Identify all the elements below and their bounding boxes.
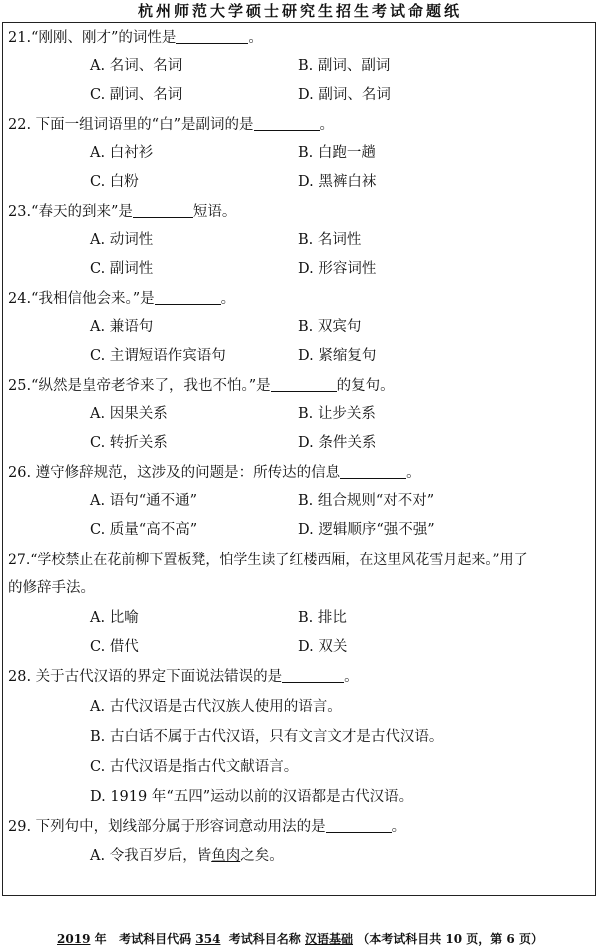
question-28-option-d[interactable]: D. 1919 年“五四”运动以前的汉语都是古代汉语。	[90, 789, 414, 805]
question-27-option-b[interactable]: B. 排比	[298, 610, 347, 626]
question-21-stem: 21.“刚刚、刚才”的词性是 。	[8, 30, 263, 46]
question-28-option-b[interactable]: B. 古白话不属于古代汉语，只有文言文才是古代汉语。	[90, 729, 444, 745]
question-29-stem: 29. 下列句中，划线部分属于形容词意动用法的是 。	[8, 819, 407, 835]
question-24-stem: 24.“我相信他会来。”是 。	[8, 291, 236, 307]
question-23-option-a[interactable]: A. 动词性	[90, 232, 154, 248]
question-27-option-d[interactable]: D. 双关	[298, 639, 348, 655]
question-21-option-d[interactable]: D. 副词、名词	[298, 87, 391, 103]
question-24-option-d[interactable]: D. 紧缩复句	[298, 348, 377, 364]
question-26-option-a[interactable]: A. 语句“通不通”	[90, 493, 198, 509]
question-25-option-c[interactable]: C. 转折关系	[90, 435, 168, 451]
answer-blank	[133, 203, 193, 218]
question-26-option-d[interactable]: D. 逻辑顺序“强不强”	[298, 522, 435, 538]
question-25-stem: 25.“纵然是皇帝老爷来了，我也不怕。”是 的复句。	[8, 378, 395, 394]
footer-page-info: （本考试科目共 10 页，第 6 页）	[357, 932, 543, 946]
footer-subject-code: 354	[195, 932, 221, 946]
question-27-stem-line-1: 27.“学校禁止在花前柳下置板凳，怕学生读了红楼西厢，在这里风花雪月起来。”用了	[8, 552, 528, 568]
answer-blank	[254, 116, 320, 131]
question-25-option-a[interactable]: A. 因果关系	[90, 406, 168, 422]
question-29-option-a[interactable]: A. 令我百岁后，皆鱼肉之矣。	[90, 848, 284, 864]
question-28-stem: 28. 关于古代汉语的界定下面说法错误的是 。	[8, 669, 359, 685]
answer-blank	[155, 290, 221, 305]
question-27-option-c[interactable]: C. 借代	[90, 639, 139, 655]
answer-blank	[340, 464, 406, 479]
page-footer: 2019 年 考试科目代码 354 考试科目名称 汉语基础 （本考试科目共 10 页，第 6 页）	[57, 932, 543, 946]
footer-subject-name: 汉语基础	[305, 932, 354, 946]
question-21-option-a[interactable]: A. 名词、名词	[90, 58, 183, 74]
question-26-option-c[interactable]: C. 质量“高不高”	[90, 522, 198, 538]
question-27-stem-line-2: 的修辞手法。	[8, 580, 95, 596]
question-22-option-d[interactable]: D. 黑裤白袜	[298, 174, 377, 190]
question-28-option-c[interactable]: C. 古代汉语是指古代文献语言。	[90, 759, 299, 775]
question-27-option-a[interactable]: A. 比喻	[90, 610, 139, 626]
question-28-option-a[interactable]: A. 古代汉语是古代汉族人使用的语言。	[90, 699, 342, 715]
question-21-option-b[interactable]: B. 副词、副词	[298, 58, 391, 74]
page-header: 杭州师范大学硕士研究生招生考试命题纸	[137, 2, 462, 20]
question-21-option-c[interactable]: C. 副词、名词	[90, 87, 183, 103]
answer-blank	[271, 377, 337, 392]
question-22-option-c[interactable]: C. 白粉	[90, 174, 139, 190]
question-25-option-b[interactable]: B. 让步关系	[298, 406, 376, 422]
question-24-option-b[interactable]: B. 双宾句	[298, 319, 362, 335]
question-22-stem: 22. 下面一组词语里的“白”是副词的是 。	[8, 117, 334, 133]
question-24-option-a[interactable]: A. 兼语句	[90, 319, 154, 335]
question-24-option-c[interactable]: C. 主谓短语作宾语句	[90, 348, 226, 364]
question-23-option-d[interactable]: D. 形容词性	[298, 261, 377, 277]
answer-blank	[282, 668, 344, 683]
question-22-option-a[interactable]: A. 白衬衫	[90, 145, 154, 161]
question-26-option-b[interactable]: B. 组合规则“对不对”	[298, 493, 435, 509]
question-23-option-b[interactable]: B. 名词性	[298, 232, 362, 248]
question-26-stem: 26. 遵守修辞规范，这涉及的问题是：所传达的信息 。	[8, 465, 421, 481]
footer-year: 2019	[57, 932, 91, 946]
question-25-option-d[interactable]: D. 条件关系	[298, 435, 377, 451]
question-22-option-b[interactable]: B. 白跑一趟	[298, 145, 376, 161]
question-23-option-c[interactable]: C. 副词性	[90, 261, 154, 277]
question-23-stem: 23.“春天的到来”是 短语。	[8, 204, 237, 220]
underlined-phrase: 鱼肉	[211, 848, 241, 864]
answer-blank	[326, 818, 392, 833]
answer-blank	[176, 29, 248, 44]
